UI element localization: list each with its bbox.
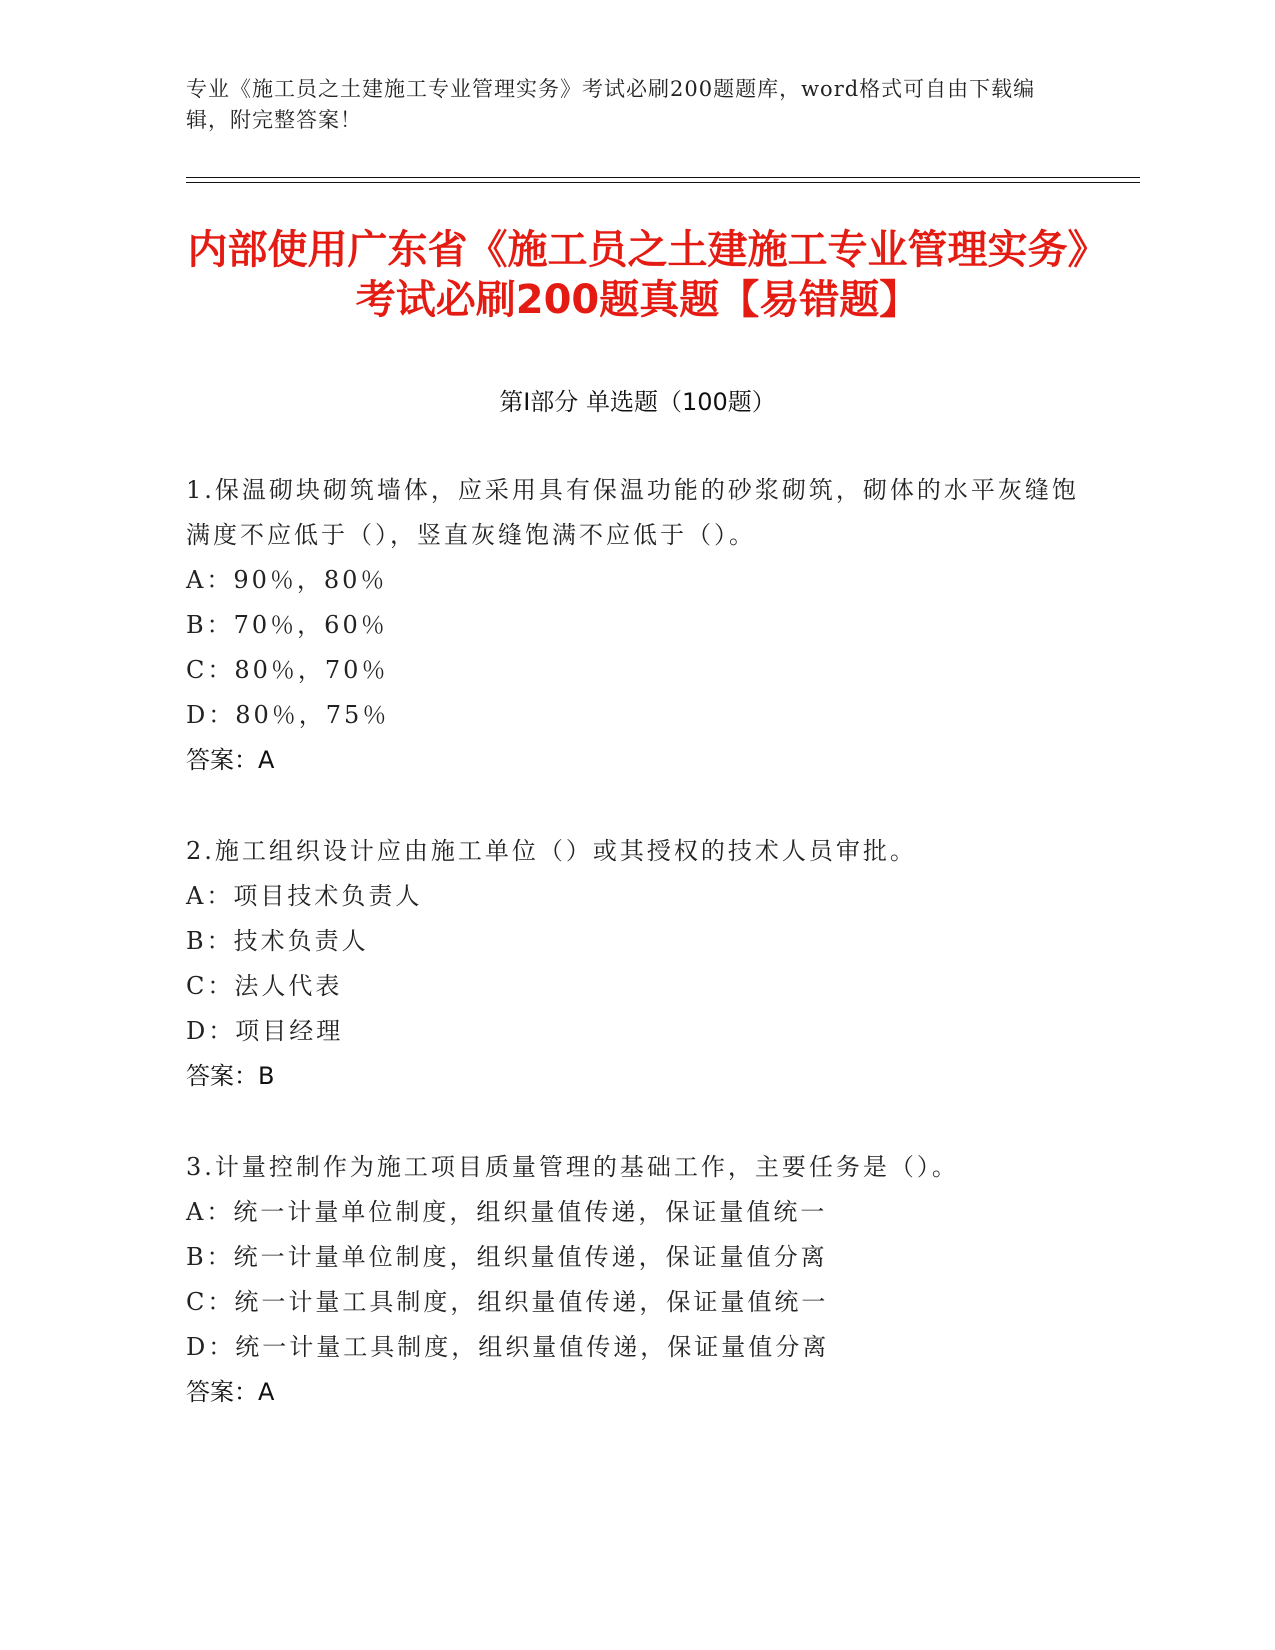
option-d: D：80％，75％ [186,701,390,729]
header-divider-bottom [186,182,1140,183]
option-c: C：80％，70％ [186,656,389,684]
option-d: D：统一计量工具制度，组织量值传递，保证量值分离 [186,1333,830,1361]
header-divider-top [186,177,1140,178]
question-item [186,1145,1086,1415]
option-c: C：法人代表 [186,972,343,1000]
section-heading: 第I部分 单选题（100题） [499,388,776,416]
option-b: B：统一计量单位制度，组织量值传递，保证量值分离 [186,1243,828,1271]
option-a: A：统一计量单位制度，组织量值传递，保证量值统一 [186,1198,828,1226]
question-item [186,468,1086,783]
answer: 答案：A [186,1378,275,1406]
document-title: 内部使用广东省《施工员之土建施工专业管理实务》考试必刷200题真题【易错题】 [187,227,1088,323]
question-item [186,829,1086,1099]
option-d: D：项目经理 [186,1017,344,1045]
question-stem: 2.施工组织设计应由施工单位（）或其授权的技术人员审批。 [186,837,917,865]
answer: 答案：B [186,1062,275,1090]
question-list [186,468,1086,1461]
option-c: C：统一计量工具制度，组织量值传递，保证量值统一 [186,1288,829,1316]
question-stem: 1.保温砌块砌筑墙体，应采用具有保温功能的砂浆砌筑，砌体的水平灰缝饱满度不应低于（），竖直灰缝饱满不应低于（）。 [186,476,1079,549]
answer: 答案：A [186,746,275,774]
option-b: B：技术负责人 [186,927,369,955]
header-note: 专业《施工员之土建施工专业管理实务》考试必刷200题题库，word格式可自由下载编辑，附完整答案！ [186,77,1036,132]
option-b: B：70％，60％ [186,611,388,639]
option-a: A：90％，80％ [186,566,388,594]
option-a: A：项目技术负责人 [186,882,423,910]
question-stem: 3.计量控制作为施工项目质量管理的基础工作，主要任务是（）。 [186,1153,959,1181]
